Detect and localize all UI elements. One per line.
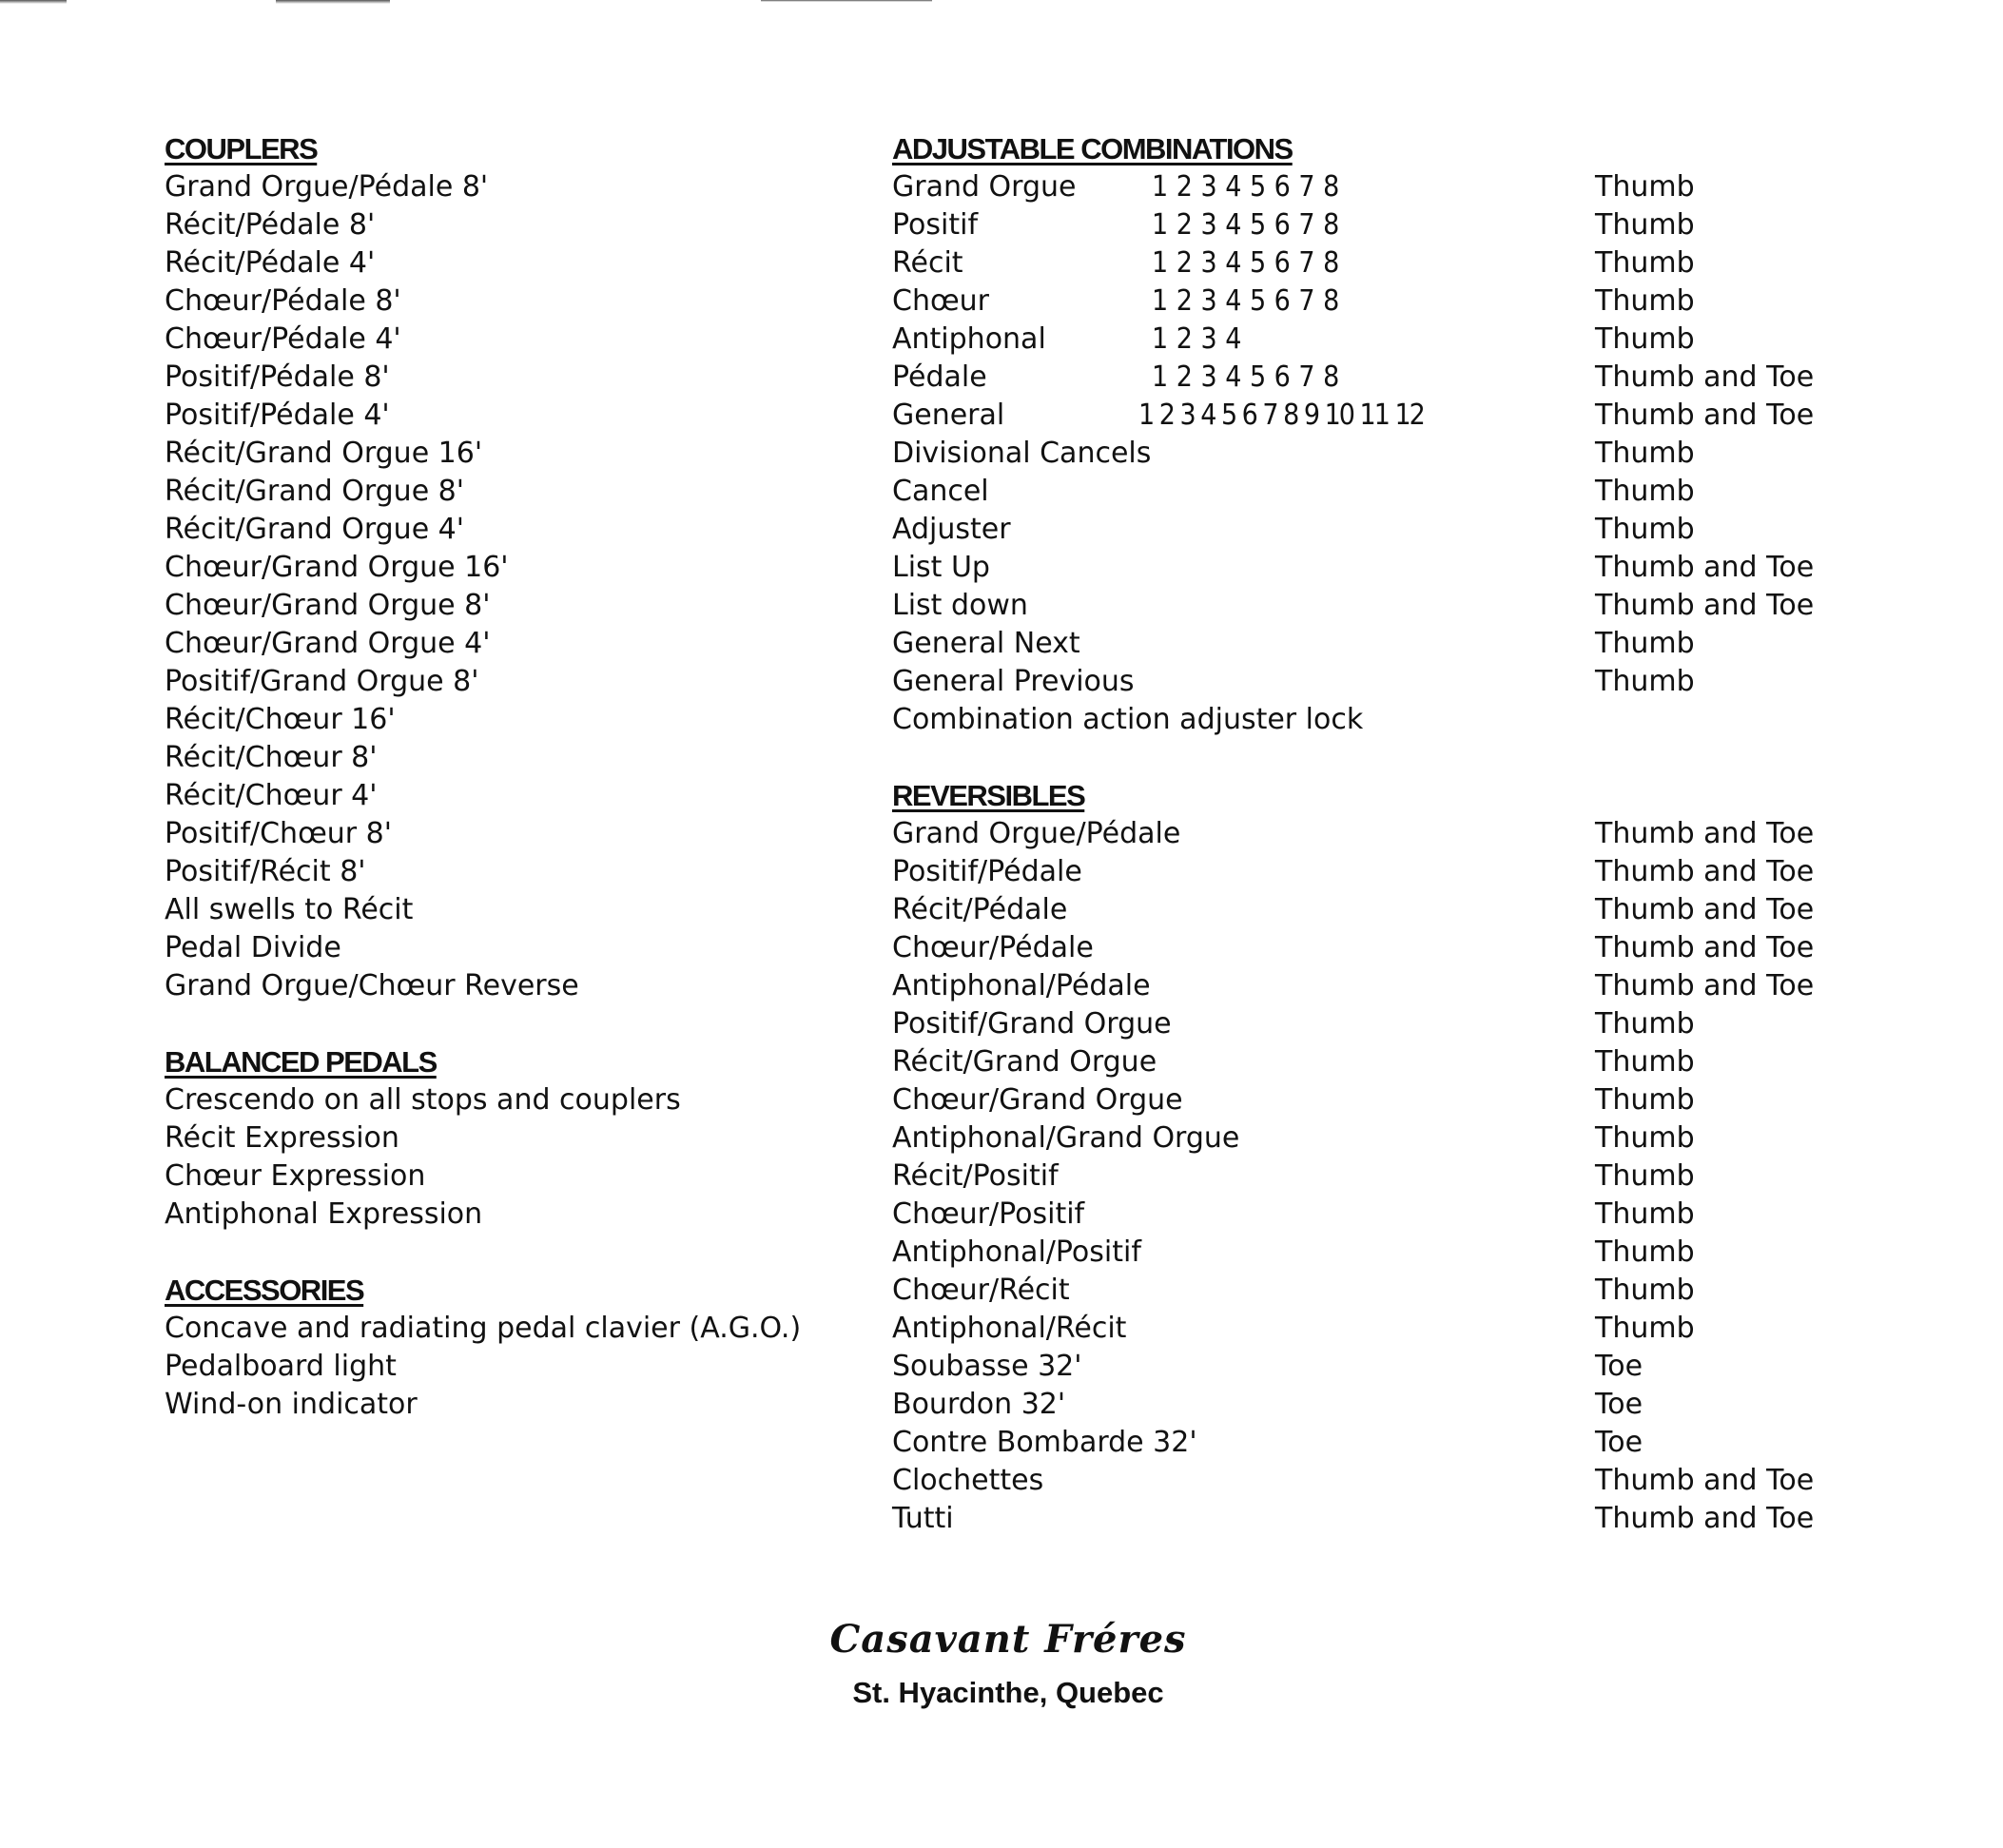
list-item-label: Récit/Chœur 16' (165, 703, 396, 736)
row-action: Thumb and Toe (1595, 969, 1815, 1002)
row-action: Thumb (1595, 208, 1695, 242)
row-action: Thumb (1595, 1159, 1695, 1193)
row-label: List Up (892, 551, 990, 584)
row-label: List down (892, 589, 1028, 622)
row-label: Pédale (892, 360, 987, 394)
row-action: Thumb (1595, 1083, 1695, 1117)
row-action: Thumb and Toe (1595, 589, 1815, 622)
adjustable-combinations-heading: ADJUSTABLE COMBINATIONS (892, 132, 1293, 165)
row-action: Thumb and Toe (1595, 360, 1815, 394)
row-action: Toe (1595, 1388, 1643, 1421)
row-action: Toe (1595, 1350, 1643, 1383)
row-label: Antiphonal (892, 322, 1046, 356)
list-item-label: Récit/Chœur 4' (165, 779, 378, 812)
combination-numbers: 1 2 3 4 (1152, 322, 1242, 356)
row-action: Thumb (1595, 284, 1695, 318)
list-item-label: Crescendo on all stops and couplers (165, 1083, 681, 1117)
list-item-label: Positif/Chœur 8' (165, 817, 392, 850)
row-label: Divisional Cancels (892, 437, 1152, 470)
row-label: Chœur/Positif (892, 1197, 1085, 1231)
combination-numbers: 1 2 3 4 5 6 7 8 (1152, 284, 1340, 318)
row-action: Thumb (1595, 475, 1695, 508)
combination-numbers: 1 2 3 4 5 6 7 8 (1152, 170, 1340, 204)
row-action: Thumb and Toe (1595, 399, 1815, 432)
couplers-heading: COUPLERS (165, 132, 318, 165)
list-item-label: Antiphonal Expression (165, 1197, 483, 1231)
row-action: Thumb and Toe (1595, 931, 1815, 964)
combination-numbers: 1 2 3 4 5 6 7 8 (1152, 360, 1340, 394)
list-item-label: Récit/Pédale 8' (165, 208, 376, 242)
reversibles-heading: REVERSIBLES (892, 779, 1085, 812)
row-action: Thumb and Toe (1595, 893, 1815, 926)
row-label: Contre Bombarde 32' (892, 1426, 1197, 1459)
list-item-label: Pedalboard light (165, 1350, 397, 1383)
row-action: Thumb (1595, 627, 1695, 660)
row-label: Grand Orgue (892, 170, 1077, 204)
list-item-label: Récit/Grand Orgue 4' (165, 513, 465, 546)
row-action: Thumb (1595, 437, 1695, 470)
row-label: Bourdon 32' (892, 1388, 1066, 1421)
list-item-label: Positif/Récit 8' (165, 855, 366, 888)
row-action: Toe (1595, 1426, 1643, 1459)
list-item-label: Chœur/Grand Orgue 4' (165, 627, 491, 660)
row-action: Thumb (1595, 513, 1695, 546)
row-action: Thumb and Toe (1595, 817, 1815, 850)
list-item-label: Chœur/Pédale 8' (165, 284, 401, 318)
row-label: Récit (892, 246, 963, 280)
list-item-label: Récit/Grand Orgue 8' (165, 475, 465, 508)
row-label: Chœur (892, 284, 989, 318)
row-action: Thumb (1595, 1312, 1695, 1345)
row-action: Thumb (1595, 1121, 1695, 1155)
builder-location: St. Hyacinthe, Quebec (852, 1676, 1164, 1709)
list-item-label: Chœur/Pédale 4' (165, 322, 401, 356)
list-item-label: Récit Expression (165, 1121, 399, 1155)
scan-edge-artifact (761, 0, 932, 2)
list-item-label: All swells to Récit (165, 893, 414, 926)
row-label: Cancel (892, 475, 989, 508)
list-item-label: Concave and radiating pedal clavier (A.G.O.) (165, 1312, 802, 1345)
row-label: Antiphonal/Pédale (892, 969, 1151, 1002)
row-label: Antiphonal/Grand Orgue (892, 1121, 1240, 1155)
row-label: Grand Orgue/Pédale (892, 817, 1181, 850)
row-action: Thumb (1595, 1045, 1695, 1079)
row-action: Thumb (1595, 1197, 1695, 1231)
row-action: Thumb (1595, 170, 1695, 204)
row-label: Chœur/Pédale (892, 931, 1094, 964)
list-item-label: Wind-on indicator (165, 1388, 418, 1421)
row-label: Adjuster (892, 513, 1011, 546)
list-item-label: Grand Orgue/Pédale 8' (165, 170, 489, 204)
row-label: Antiphonal/Positif (892, 1235, 1141, 1269)
list-item-label: Grand Orgue/Chœur Reverse (165, 969, 579, 1002)
row-label: Récit/Pédale (892, 893, 1068, 926)
row-label: Chœur/Récit (892, 1274, 1070, 1307)
row-action: Thumb (1595, 322, 1695, 356)
row-label: Récit/Positif (892, 1159, 1059, 1193)
row-label: Positif (892, 208, 978, 242)
row-label: General Next (892, 627, 1080, 660)
row-action: Thumb and Toe (1595, 855, 1815, 888)
casavant-freres-logo: Casavant Fréres (829, 1617, 1187, 1662)
list-item-label: Récit/Chœur 8' (165, 741, 378, 774)
row-label: Soubasse 32' (892, 1350, 1082, 1383)
row-label: Tutti (892, 1502, 954, 1535)
list-item-label: Positif/Pédale 4' (165, 399, 390, 432)
row-action: Thumb and Toe (1595, 551, 1815, 584)
combination-numbers: 1 2 3 4 5 6 7 8 9 10 11 12 (1138, 399, 1424, 432)
list-item-label: Récit/Pédale 4' (165, 246, 376, 280)
combination-numbers: 1 2 3 4 5 6 7 8 (1152, 246, 1340, 280)
row-label: General (892, 399, 1005, 432)
row-action: Thumb and Toe (1595, 1464, 1815, 1497)
row-action: Thumb (1595, 1007, 1695, 1041)
list-item-label: Chœur/Grand Orgue 16' (165, 551, 509, 584)
row-label: Positif/Pédale (892, 855, 1082, 888)
balanced-pedals-heading: BALANCED PEDALS (165, 1045, 437, 1079)
row-action: Thumb (1595, 246, 1695, 280)
row-label: General Previous (892, 665, 1135, 698)
row-label: Antiphonal/Récit (892, 1312, 1127, 1345)
row-label: Clochettes (892, 1464, 1044, 1497)
scan-edge-artifact (276, 0, 390, 4)
list-item-label: Chœur Expression (165, 1159, 426, 1193)
row-action: Thumb (1595, 1274, 1695, 1307)
row-label: Chœur/Grand Orgue (892, 1083, 1183, 1117)
row-action: Thumb and Toe (1595, 1502, 1815, 1535)
row-action: Thumb (1595, 665, 1695, 698)
list-item-label: Positif/Grand Orgue 8' (165, 665, 479, 698)
accessories-heading: ACCESSORIES (165, 1274, 364, 1307)
row-label: Combination action adjuster lock (892, 703, 1364, 736)
list-item-label: Chœur/Grand Orgue 8' (165, 589, 491, 622)
row-label: Récit/Grand Orgue (892, 1045, 1157, 1079)
row-action: Thumb (1595, 1235, 1695, 1269)
scan-edge-artifact (0, 0, 67, 4)
list-item-label: Positif/Pédale 8' (165, 360, 390, 394)
list-item-label: Pedal Divide (165, 931, 341, 964)
combination-numbers: 1 2 3 4 5 6 7 8 (1152, 208, 1340, 242)
row-label: Positif/Grand Orgue (892, 1007, 1172, 1041)
list-item-label: Récit/Grand Orgue 16' (165, 437, 483, 470)
